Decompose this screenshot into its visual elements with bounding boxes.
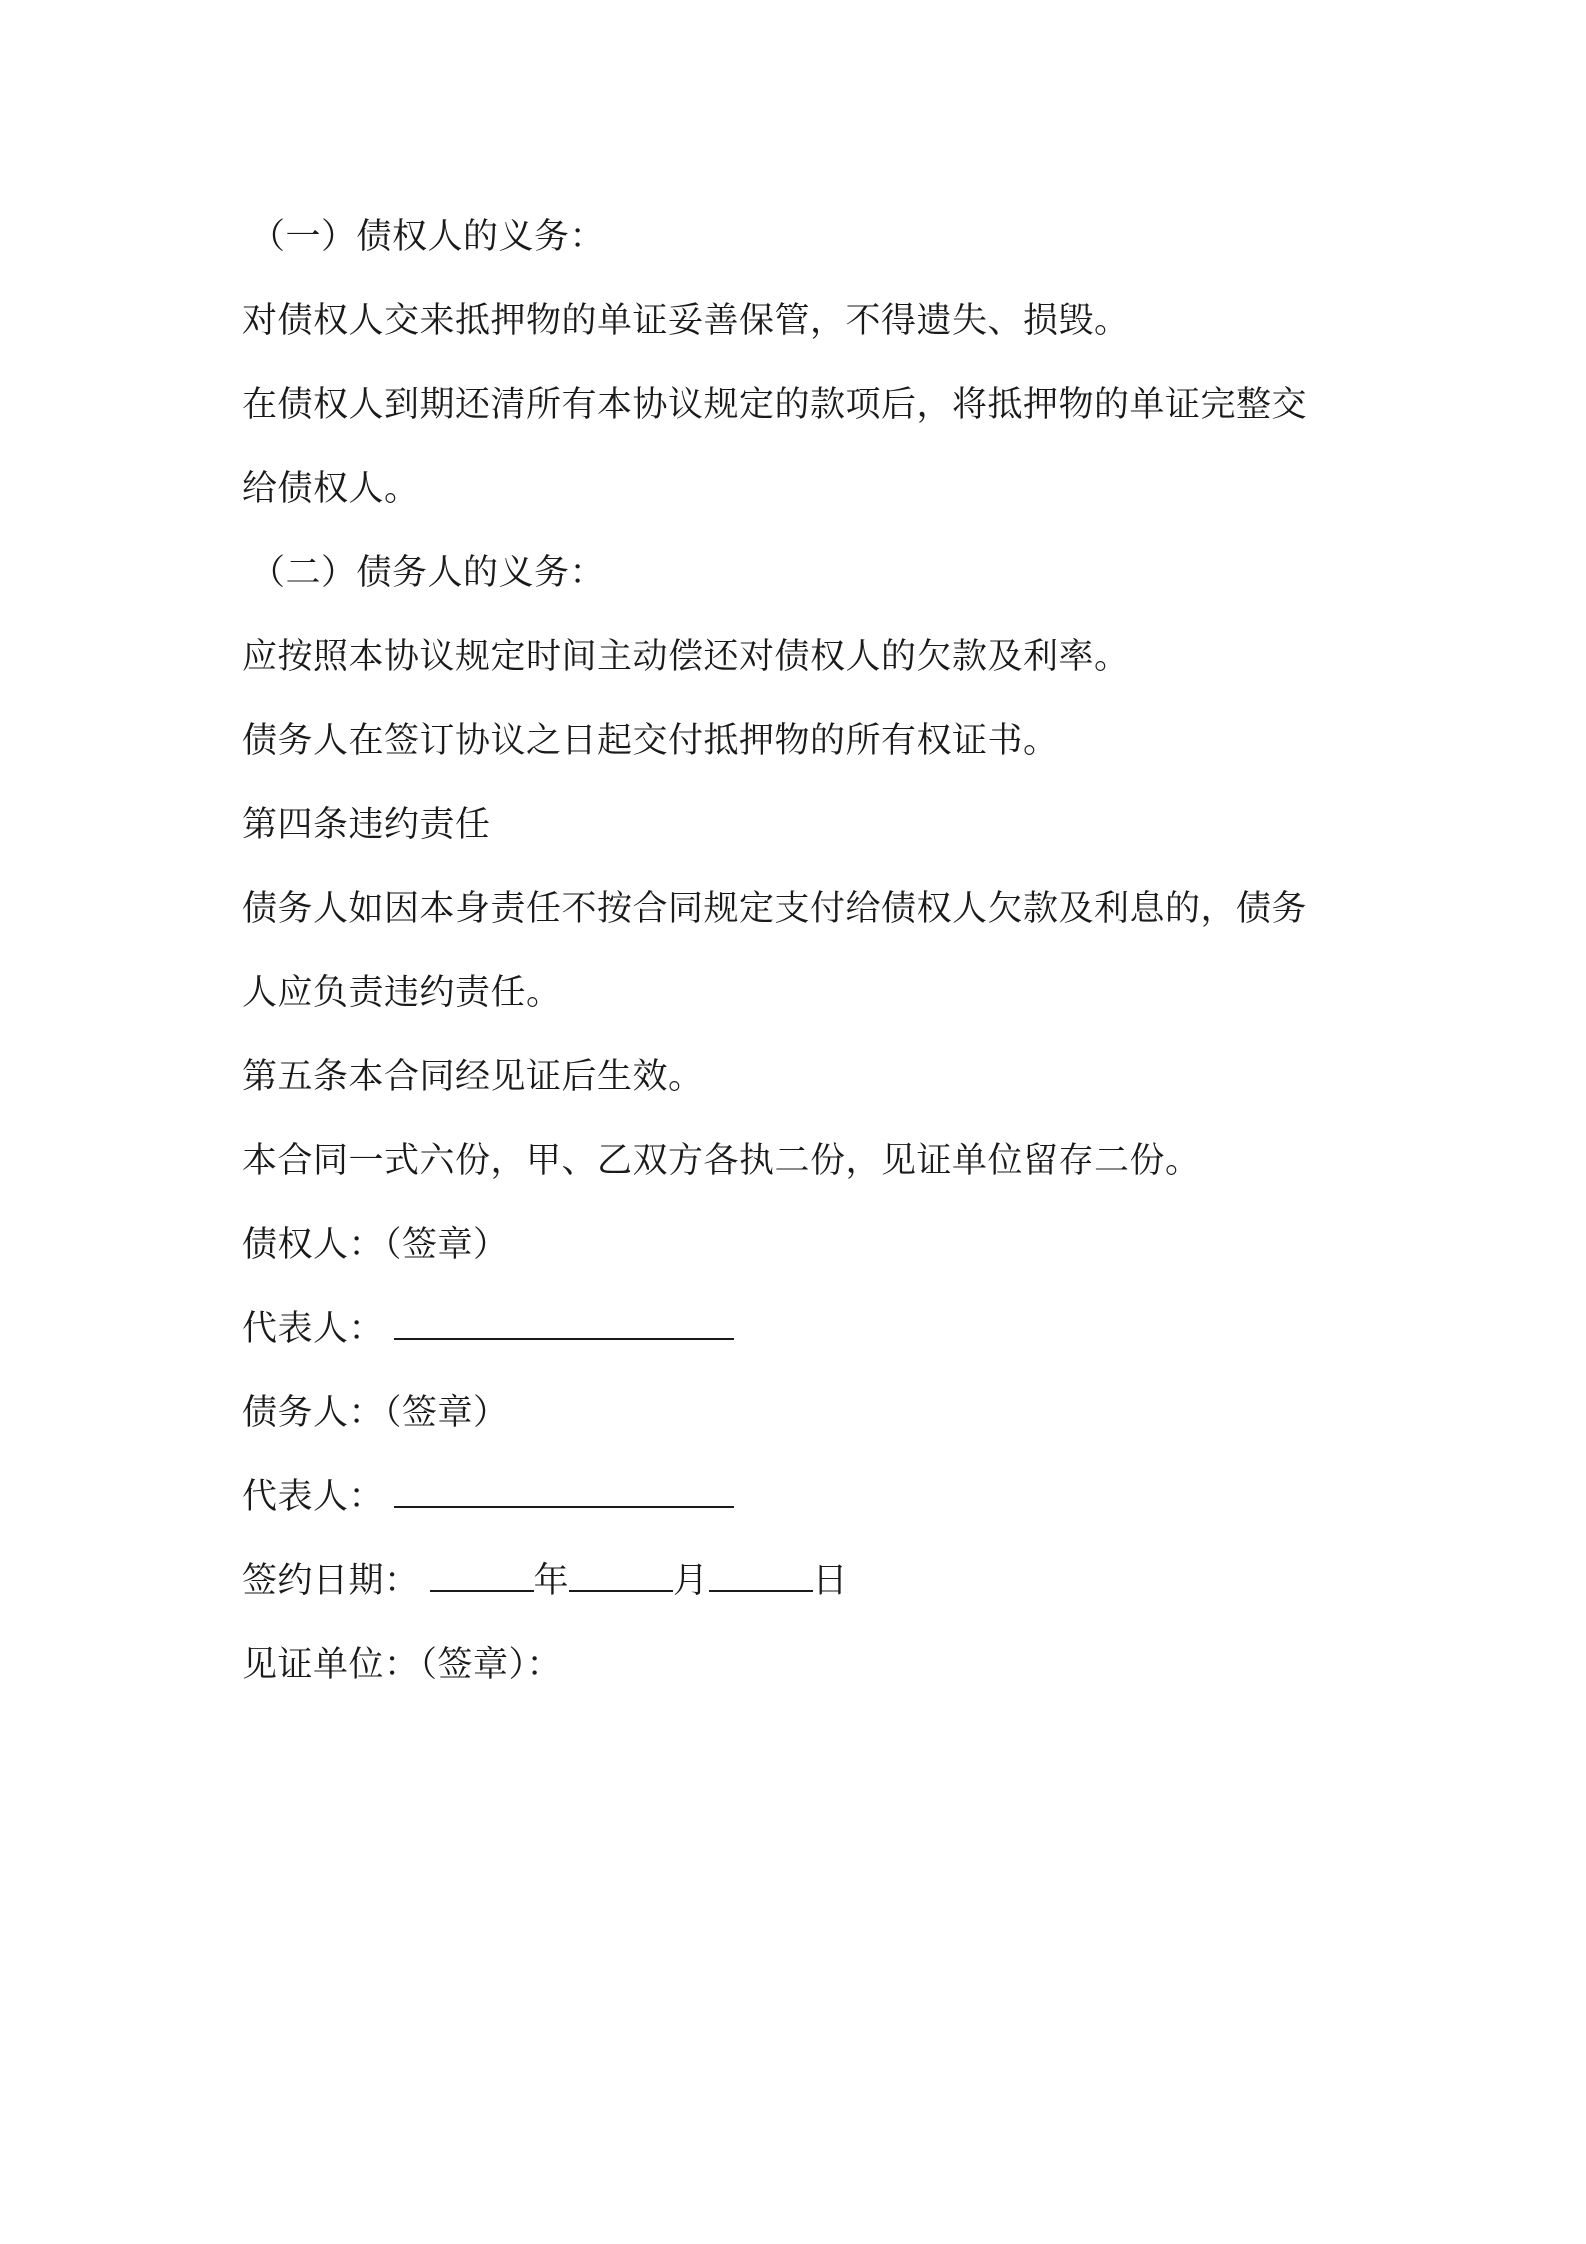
paragraph-continuation: 给债权人。: [242, 469, 420, 509]
section-debtor-duties-heading: （二）债务人的义务：: [250, 553, 606, 593]
representative-label: 代表人：: [242, 1309, 385, 1349]
signature-blank[interactable]: [394, 1308, 734, 1340]
creditor-signature-line: 债权人：（签章）: [242, 1225, 509, 1265]
day-label: 日: [812, 1561, 849, 1601]
year-blank[interactable]: [430, 1560, 534, 1592]
article-heading: 第四条违约责任: [242, 805, 491, 845]
debtor-representative-line: [242, 1455, 1362, 1539]
paragraph: 对债权人交来抵押物的单证妥善保管，不得遗失、损毁。: [242, 301, 1130, 341]
article-heading: 第五条本合同经见证后生效。: [242, 1057, 704, 1097]
month-blank[interactable]: [569, 1560, 673, 1592]
year-label: 年: [533, 1561, 570, 1601]
witness-signature-line: 见证单位：（签章）：: [242, 1645, 563, 1685]
day-blank[interactable]: [709, 1560, 813, 1592]
paragraph: 债务人如因本身责任不按合同规定支付给债权人欠款及利息的，债务: [242, 889, 1308, 929]
signing-date-line: [242, 1539, 1362, 1623]
paragraph: 债务人在签订协议之日起交付抵押物的所有权证书。: [242, 721, 1059, 761]
paragraph-continuation: 人应负责违约责任。: [242, 973, 562, 1013]
document-body: [242, 195, 1362, 1707]
paragraph: 本合同一式六份，甲、乙双方各执二份，见证单位留存二份。: [242, 1141, 1201, 1181]
paragraph: 应按照本协议规定时间主动偿还对债权人的欠款及利率。: [242, 637, 1130, 677]
date-label: 签约日期：: [242, 1561, 420, 1601]
creditor-representative-line: [242, 1287, 1362, 1371]
signature-blank[interactable]: [394, 1476, 734, 1508]
representative-label: 代表人：: [242, 1477, 385, 1517]
paragraph: 在债权人到期还清所有本协议规定的款项后，将抵押物的单证完整交: [242, 385, 1308, 425]
debtor-signature-line: 债务人：（签章）: [242, 1393, 509, 1433]
section-creditor-duties-heading: （一）债权人的义务：: [250, 217, 606, 257]
month-label: 月: [673, 1561, 709, 1601]
